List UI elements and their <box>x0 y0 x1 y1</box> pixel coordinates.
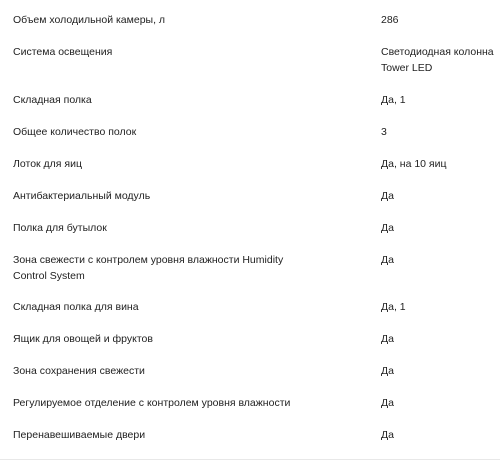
spec-label: Ящик для овощей и фруктов <box>13 333 153 345</box>
spec-value: 3 <box>381 126 387 138</box>
spec-label: Регулируемое отделение с контролем уровня влажности <box>13 397 291 409</box>
spec-label: Перенавешиваемые двери <box>13 429 146 441</box>
spec-value: 286 <box>381 14 399 26</box>
spec-label: Антибактериальный модуль <box>13 190 151 202</box>
spec-label: Зона сохранения свежести <box>13 365 145 377</box>
spec-value: Да <box>381 333 394 345</box>
spec-label: Полка для бутылок <box>13 222 107 234</box>
spec-label: Складная полка <box>13 94 92 106</box>
spec-value: Да, на 10 яиц <box>381 158 447 170</box>
spec-label: Лоток для яиц <box>13 158 82 170</box>
spec-label: Зона свежести с контролем уровня влажности Humidity Control System <box>13 254 284 282</box>
spec-value: Да <box>381 429 394 441</box>
spec-label: Объем холодильной камеры, л <box>13 14 166 26</box>
spec-value: Да, 1 <box>381 94 406 106</box>
spec-value: Светодиодная колонна Tower LED <box>381 46 494 74</box>
spec-label: Складная полка для вина <box>13 301 139 313</box>
spec-label: Система освещения <box>13 46 113 58</box>
spec-value: Да <box>381 190 394 202</box>
spec-label: Общее количество полок <box>13 126 137 138</box>
spec-value: Да <box>381 254 394 266</box>
spec-value: Да <box>381 365 394 377</box>
divider <box>0 459 500 460</box>
spec-value: Да <box>381 397 394 409</box>
spec-value: Да <box>381 222 394 234</box>
spec-value: Да, 1 <box>381 301 406 313</box>
